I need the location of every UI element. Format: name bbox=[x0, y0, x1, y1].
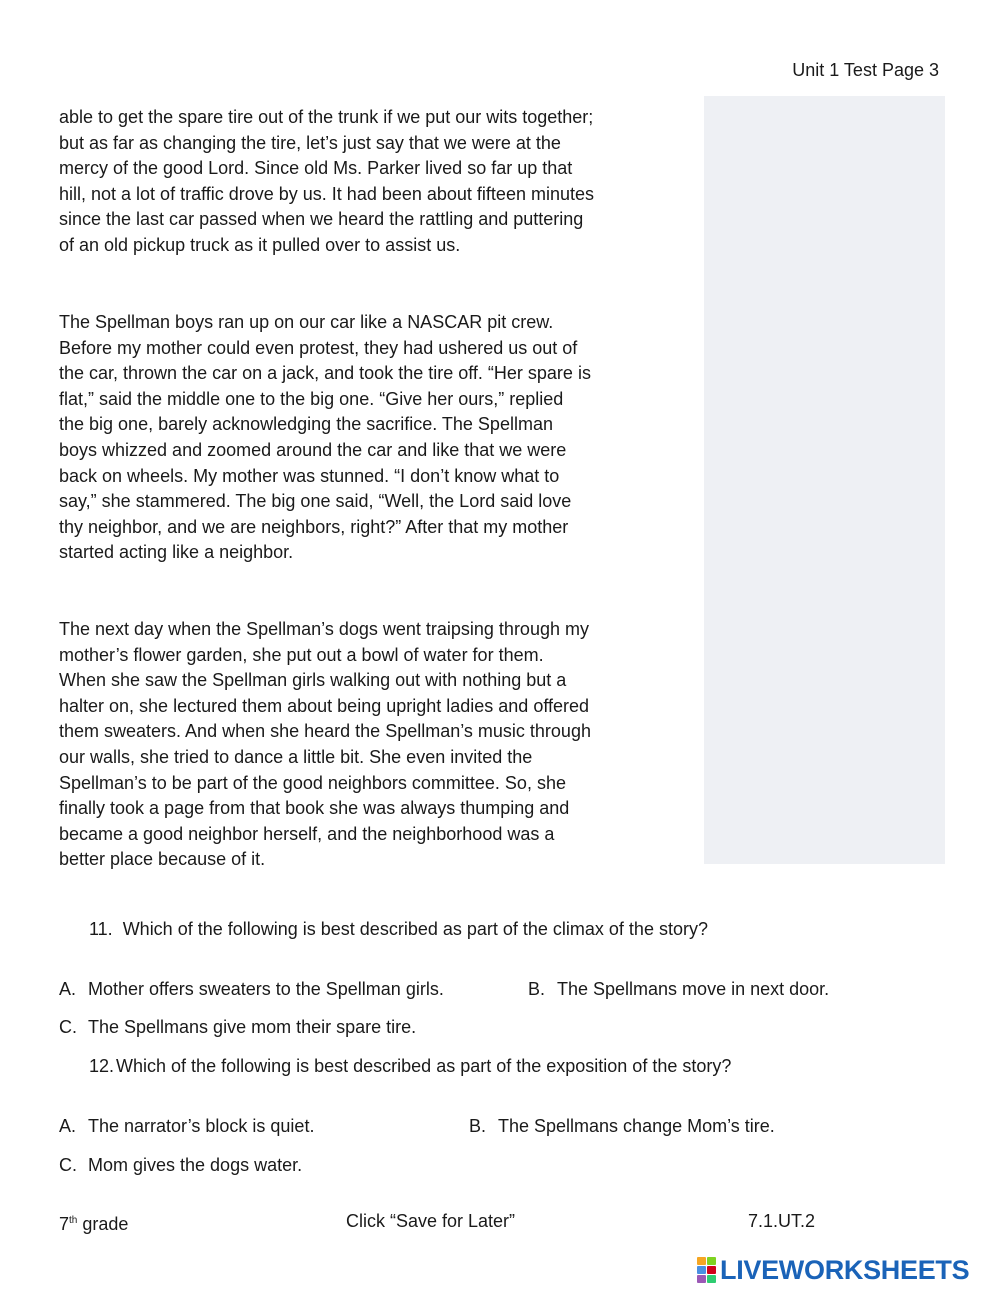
grade-number: 7 bbox=[59, 1214, 70, 1234]
option-letter: A. bbox=[59, 979, 77, 999]
question-12-option-c[interactable] bbox=[59, 1153, 302, 1177]
question-11 bbox=[89, 917, 708, 941]
option-letter: B. bbox=[528, 979, 546, 999]
logo-block bbox=[707, 1266, 716, 1274]
question-11-number: 11. bbox=[89, 919, 113, 939]
logo-block bbox=[707, 1257, 716, 1265]
question-11-option-a[interactable] bbox=[59, 977, 444, 1001]
question-12-text: Which of the following is best described as part of the exposition of the story? bbox=[116, 1056, 732, 1076]
option-letter: C. bbox=[59, 1155, 77, 1175]
footer-instruction: Click “Save for Later” bbox=[346, 1211, 516, 1231]
passage-paragraph-2: The Spellman boys ran up on our car like a NASCAR pit crew. Before my mother could even protest, they had ushered us out of the car, thrown the car on a jack, and took the tire off. “Her spare is flat,” said the middle one to the big one. “Give her ours,” replied the big one, barely acknowledging the sacrifice. The Spellman boys whizzed and zoomed around the car and like that we were back on wheels. My mother was stunned. “I don’t know what to say,” she stammered. The big one said, “Well, the Lord said love thy neighbor, and we are neighbors, right?” After that my mother started acting like a neighbor. bbox=[59, 312, 591, 563]
passage-paragraph-1: able to get the spare tire out of the trunk if we put our wits together; but as far as changing the tire, let’s just say that we were at the mercy of the good Lord. Since old Ms. Parker lived so far up that hill, not a lot of traffic drove by us. It had been about fifteen minutes since the last car passed when we heard the rattling and puttering of an old pickup truck as it pulled over to assist us. bbox=[59, 107, 594, 255]
question-11-option-b[interactable] bbox=[528, 977, 829, 1001]
question-12-number: 12. bbox=[89, 1056, 115, 1076]
question-12 bbox=[89, 1054, 731, 1078]
logo-block bbox=[697, 1257, 706, 1265]
question-11-text: Which of the following is best described as part of the climax of the story? bbox=[122, 919, 708, 939]
grade-word: grade bbox=[82, 1214, 129, 1234]
logo-block bbox=[697, 1266, 706, 1274]
logo-blocks-icon bbox=[697, 1257, 716, 1283]
logo-text: LIVEWORKSHEETS bbox=[720, 1254, 970, 1285]
side-panel bbox=[704, 96, 945, 864]
grade-suffix: th bbox=[69, 1215, 78, 1226]
option-letter: A. bbox=[59, 1116, 77, 1136]
logo-block bbox=[697, 1275, 706, 1283]
option-text: The Spellmans give mom their spare tire. bbox=[88, 1017, 417, 1037]
liveworksheets-logo[interactable] bbox=[697, 1255, 969, 1285]
option-text: The Spellmans move in next door. bbox=[557, 979, 830, 999]
passage-paragraph-3: The next day when the Spellman’s dogs went traipsing through my mother’s flower garden, she put out a bowl of water for them. When she saw the Spellman girls walking out with nothing but a halter on, she lectured them about being upright ladies and offered them sweaters. And when she heard the Spellman’s music through our walls, she tried to dance a little bit. She even invited the Spellman’s to be part of the good neighbors committee. So, she finally took a page from that book she was always thumping and became a good neighbor herself, and the neighborhood was a better place because of it. bbox=[59, 619, 591, 870]
logo-block bbox=[707, 1275, 716, 1283]
page-header: Unit 1 Test Page 3 bbox=[792, 60, 939, 80]
option-text: Mom gives the dogs water. bbox=[88, 1155, 303, 1175]
question-11-option-c[interactable] bbox=[59, 1015, 416, 1039]
footer-grade bbox=[59, 1209, 128, 1236]
option-letter: C. bbox=[59, 1017, 77, 1037]
option-text: Mother offers sweaters to the Spellman girls. bbox=[88, 979, 444, 999]
footer-code: 7.1.UT.2 bbox=[748, 1211, 816, 1231]
option-text: The narrator’s block is quiet. bbox=[88, 1116, 315, 1136]
question-12-option-b[interactable] bbox=[469, 1114, 775, 1138]
option-text: The Spellmans change Mom’s tire. bbox=[498, 1116, 775, 1136]
question-12-option-a[interactable] bbox=[59, 1114, 314, 1138]
option-letter: B. bbox=[469, 1116, 487, 1136]
